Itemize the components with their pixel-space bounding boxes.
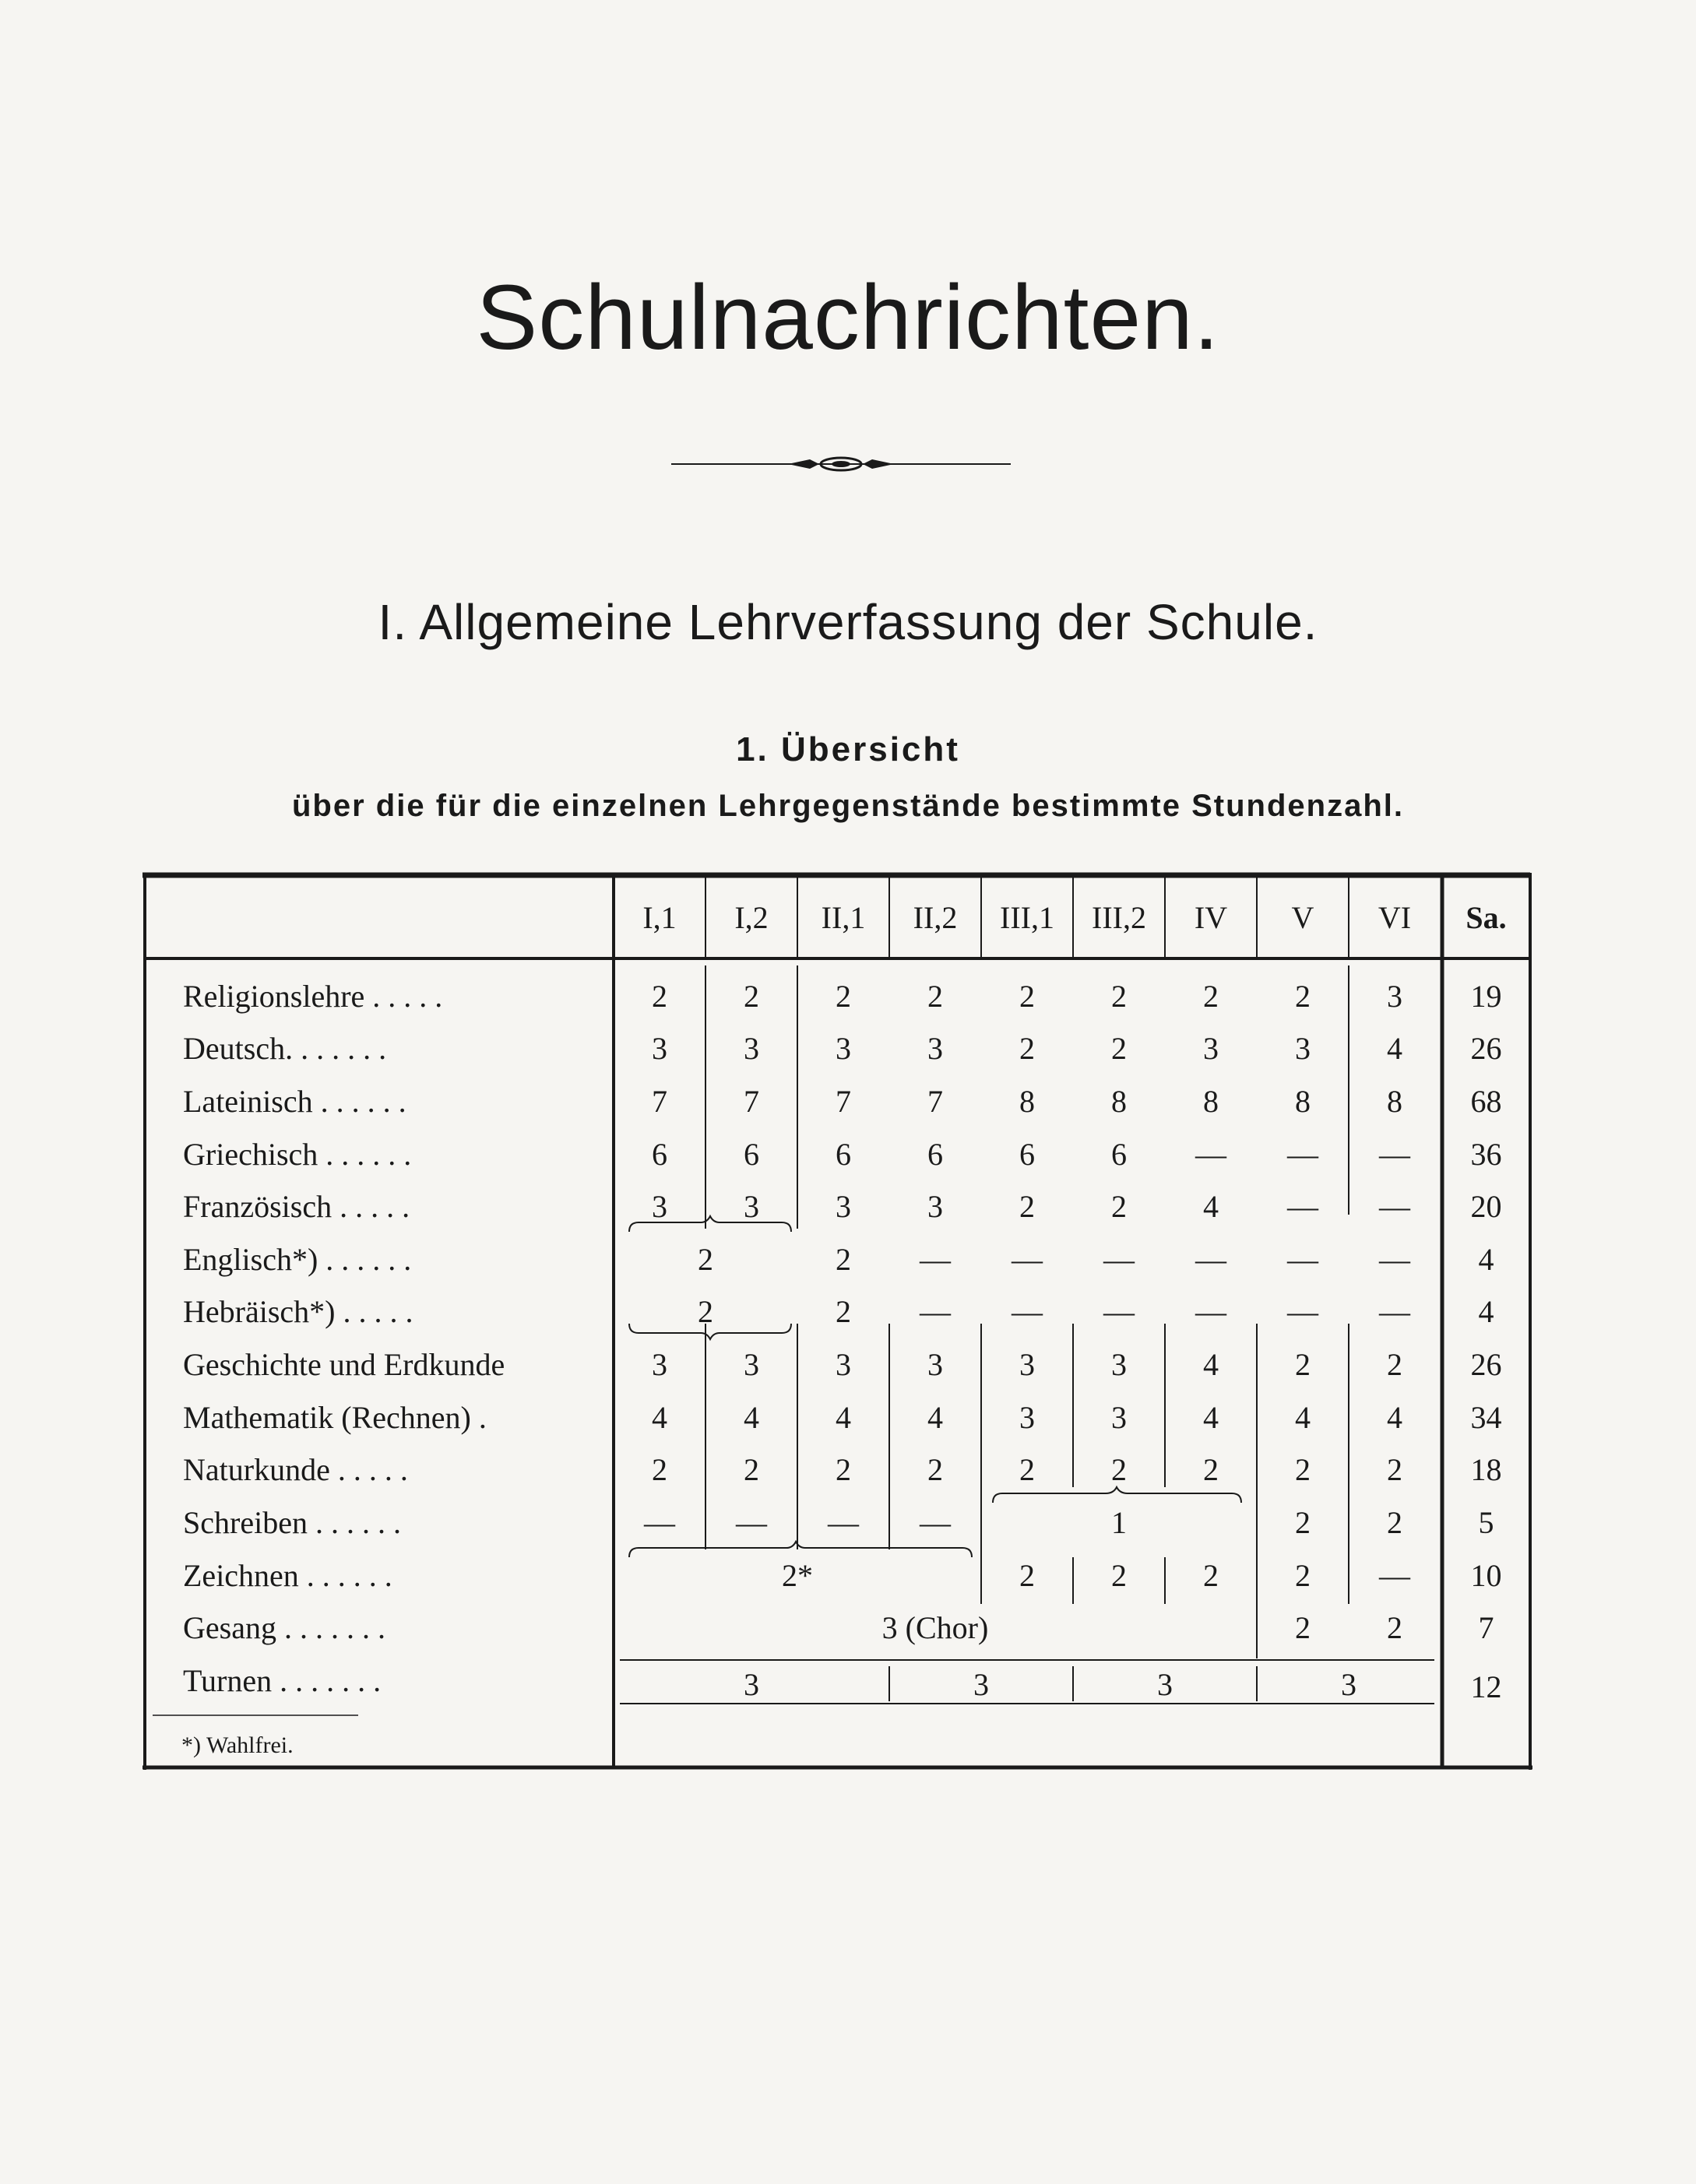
cell: 3 bbox=[927, 1189, 943, 1224]
cell: 2 bbox=[1387, 1505, 1402, 1540]
row-subject: Naturkunde . . . . . bbox=[183, 1452, 408, 1487]
cell: — bbox=[1195, 1137, 1226, 1172]
cell: — bbox=[1379, 1242, 1410, 1277]
cell: 2 bbox=[1111, 1558, 1127, 1593]
cell: — bbox=[644, 1505, 675, 1540]
cell: 8 bbox=[1295, 1084, 1311, 1119]
cell: — bbox=[1379, 1294, 1410, 1329]
cell: — bbox=[1287, 1242, 1318, 1277]
cell: 3 bbox=[836, 1031, 851, 1066]
cell: — bbox=[1103, 1242, 1135, 1277]
cell: 3 bbox=[927, 1347, 943, 1382]
cell: — bbox=[1287, 1294, 1318, 1329]
page-title: Schulnachrichten. bbox=[476, 266, 1220, 369]
cell: 4 bbox=[1387, 1400, 1402, 1435]
cell: 3 bbox=[744, 1189, 759, 1224]
cell: 2 bbox=[927, 1452, 943, 1487]
cell: 2 bbox=[1203, 1558, 1219, 1593]
cell: — bbox=[1195, 1242, 1226, 1277]
cell: 3 bbox=[652, 1189, 667, 1224]
col-header-I1: I,1 bbox=[642, 900, 677, 935]
col-header-IV: IV bbox=[1194, 900, 1228, 935]
cell: 2 bbox=[1111, 979, 1127, 1014]
cell: 2 bbox=[927, 979, 943, 1014]
cell: 2 bbox=[1387, 1610, 1402, 1645]
cell: 6 bbox=[836, 1137, 851, 1172]
cell-span: 3 bbox=[744, 1667, 759, 1702]
cell: 2 bbox=[1111, 1452, 1127, 1487]
row-sum: 5 bbox=[1478, 1505, 1494, 1540]
cell-span: 1 bbox=[1111, 1505, 1127, 1540]
cell: — bbox=[1287, 1189, 1318, 1224]
row-sum: 4 bbox=[1478, 1242, 1494, 1277]
cell: 2 bbox=[1203, 1452, 1219, 1487]
cell: 8 bbox=[1387, 1084, 1402, 1119]
cell: 2 bbox=[836, 979, 851, 1014]
cell: 4 bbox=[927, 1400, 943, 1435]
row-sum: 12 bbox=[1470, 1669, 1502, 1704]
row-sum: 68 bbox=[1470, 1084, 1502, 1119]
row-subject: Französisch . . . . . bbox=[183, 1189, 410, 1224]
col-header-V: V bbox=[1291, 900, 1314, 935]
cell: 2 bbox=[1111, 1031, 1127, 1066]
row-sum: 20 bbox=[1470, 1189, 1502, 1224]
cell: 3 bbox=[1111, 1347, 1127, 1382]
cell: 3 bbox=[1203, 1031, 1219, 1066]
cell: 3 bbox=[1019, 1400, 1035, 1435]
cell: 3 bbox=[744, 1031, 759, 1066]
overview-subtitle: über die für die einzelnen Lehrgegenstände bestimmte Stundenzahl. bbox=[292, 789, 1404, 823]
cell: 4 bbox=[1203, 1347, 1219, 1382]
cell: 6 bbox=[1019, 1137, 1035, 1172]
row-sum: 19 bbox=[1470, 979, 1502, 1014]
cell: 2 bbox=[836, 1294, 851, 1329]
cell: 2 bbox=[1295, 1452, 1311, 1487]
cell: 3 bbox=[652, 1031, 667, 1066]
cell: 6 bbox=[927, 1137, 943, 1172]
cell: — bbox=[736, 1505, 767, 1540]
cell: — bbox=[1012, 1294, 1043, 1329]
cell: — bbox=[920, 1242, 951, 1277]
cell: — bbox=[828, 1505, 859, 1540]
cell: — bbox=[1379, 1189, 1410, 1224]
col-header-II2: II,2 bbox=[913, 900, 958, 935]
cell: 8 bbox=[1111, 1084, 1127, 1119]
cell: 8 bbox=[1203, 1084, 1219, 1119]
cell: — bbox=[1103, 1294, 1135, 1329]
cell: 2 bbox=[1387, 1452, 1402, 1487]
cell: — bbox=[920, 1505, 951, 1540]
cell: — bbox=[1012, 1242, 1043, 1277]
cell: 2 bbox=[1295, 979, 1311, 1014]
cell: 3 bbox=[1387, 979, 1402, 1014]
row-subject: Gesang . . . . . . . bbox=[183, 1610, 385, 1645]
col-header-II1: II,1 bbox=[821, 900, 866, 935]
cell: 4 bbox=[652, 1400, 667, 1435]
col-header-I2: I,2 bbox=[734, 900, 769, 935]
row-sum: 18 bbox=[1470, 1452, 1502, 1487]
cell: 4 bbox=[1203, 1189, 1219, 1224]
row-subject: Deutsch. . . . . . . bbox=[183, 1031, 387, 1066]
cell: 2 bbox=[836, 1242, 851, 1277]
row-sum: 10 bbox=[1470, 1558, 1502, 1593]
cell: 2 bbox=[1019, 979, 1035, 1014]
cell: 2 bbox=[652, 979, 667, 1014]
row-subject: Schreiben . . . . . . bbox=[183, 1505, 401, 1540]
cell-span: 2 bbox=[698, 1242, 713, 1277]
row-subject: Mathematik (Rechnen) . bbox=[183, 1400, 487, 1435]
cell: 2 bbox=[1019, 1452, 1035, 1487]
cell: — bbox=[1287, 1137, 1318, 1172]
col-header-III2: III,2 bbox=[1092, 900, 1146, 935]
cell: 2 bbox=[1295, 1505, 1311, 1540]
cell: 2 bbox=[1387, 1347, 1402, 1382]
cell-span: 3 (Chor) bbox=[881, 1610, 989, 1645]
cell: 7 bbox=[652, 1084, 667, 1119]
row-subject: Religionslehre . . . . . bbox=[183, 979, 443, 1014]
cell: — bbox=[1379, 1137, 1410, 1172]
overview-title: 1. Übersicht bbox=[736, 730, 960, 768]
cell: 4 bbox=[1387, 1031, 1402, 1066]
cell: 2 bbox=[1203, 979, 1219, 1014]
cell: 3 bbox=[1019, 1347, 1035, 1382]
cell: 2 bbox=[1295, 1610, 1311, 1645]
cell-span: 3 bbox=[973, 1667, 989, 1702]
cell: 4 bbox=[836, 1400, 851, 1435]
cell: 7 bbox=[927, 1084, 943, 1119]
cell: 4 bbox=[1203, 1400, 1219, 1435]
cell: 7 bbox=[744, 1084, 759, 1119]
cell: — bbox=[920, 1294, 951, 1329]
cell: 6 bbox=[1111, 1137, 1127, 1172]
cell: 3 bbox=[652, 1347, 667, 1382]
cell: 2 bbox=[1295, 1558, 1311, 1593]
cell: 3 bbox=[744, 1347, 759, 1382]
cell: — bbox=[1195, 1294, 1226, 1329]
row-sum: 26 bbox=[1470, 1031, 1502, 1066]
cell: — bbox=[1379, 1558, 1410, 1593]
footnote: *) Wahlfrei. bbox=[181, 1732, 294, 1758]
cell: 2 bbox=[836, 1452, 851, 1487]
row-sum: 34 bbox=[1470, 1400, 1502, 1435]
cell-span: 2 bbox=[698, 1294, 713, 1329]
cell: 2 bbox=[744, 1452, 759, 1487]
row-subject: Griechisch . . . . . . bbox=[183, 1137, 412, 1172]
row-subject: Turnen . . . . . . . bbox=[183, 1663, 382, 1698]
cell: 2 bbox=[652, 1452, 667, 1487]
col-header-sum: Sa. bbox=[1466, 900, 1507, 935]
cell: 4 bbox=[1295, 1400, 1311, 1435]
cell: 2 bbox=[1111, 1189, 1127, 1224]
row-sum: 26 bbox=[1470, 1347, 1502, 1382]
row-subject: Zeichnen . . . . . . bbox=[183, 1558, 392, 1593]
cell: 6 bbox=[652, 1137, 667, 1172]
cell: 3 bbox=[836, 1189, 851, 1224]
cell: 6 bbox=[744, 1137, 759, 1172]
row-subject: Geschichte und Erdkunde bbox=[183, 1347, 505, 1382]
cell: 2 bbox=[1295, 1347, 1311, 1382]
cell: 2 bbox=[1019, 1031, 1035, 1066]
cell: 2 bbox=[1019, 1558, 1035, 1593]
row-subject: Englisch*) . . . . . . bbox=[183, 1242, 412, 1277]
row-sum: 4 bbox=[1478, 1294, 1494, 1329]
cell: 7 bbox=[836, 1084, 851, 1119]
cell-span: 2* bbox=[782, 1558, 813, 1593]
cell: 3 bbox=[1111, 1400, 1127, 1435]
row-subject: Lateinisch . . . . . . bbox=[183, 1084, 406, 1119]
cell: 3 bbox=[836, 1347, 851, 1382]
cell-span: 3 bbox=[1157, 1667, 1173, 1702]
col-header-III1: III,1 bbox=[1000, 900, 1054, 935]
cell: 3 bbox=[927, 1031, 943, 1066]
row-subject: Hebräisch*) . . . . . bbox=[183, 1294, 413, 1329]
row-sum: 36 bbox=[1470, 1137, 1502, 1172]
cell-span: 3 bbox=[1341, 1667, 1356, 1702]
cell: 2 bbox=[744, 979, 759, 1014]
cell: 4 bbox=[744, 1400, 759, 1435]
row-sum: 7 bbox=[1478, 1610, 1494, 1645]
section-heading: I. Allgemeine Lehrverfassung der Schule. bbox=[378, 594, 1318, 650]
cell: 2 bbox=[1019, 1189, 1035, 1224]
cell: 8 bbox=[1019, 1084, 1035, 1119]
cell: 3 bbox=[1295, 1031, 1311, 1066]
col-header-VI: VI bbox=[1378, 900, 1412, 935]
